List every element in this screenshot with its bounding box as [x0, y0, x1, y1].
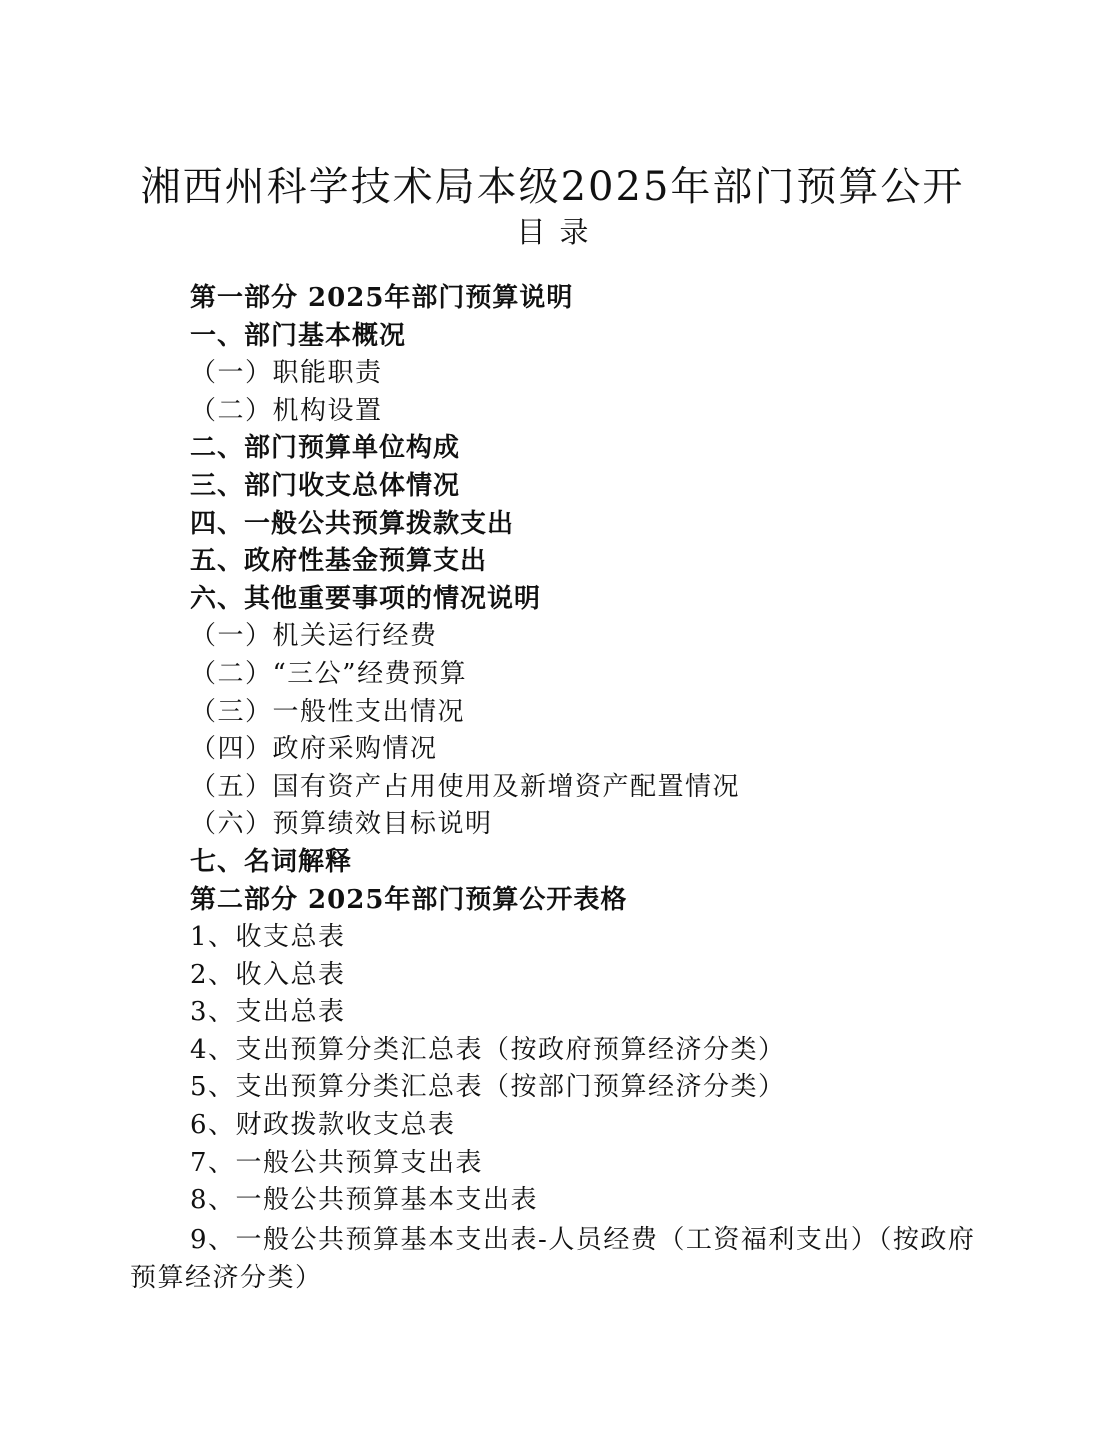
toc-item[interactable]: 一、部门基本概况 [190, 320, 407, 351]
document-title: 湘西州科学技术局本级2025年部门预算公开 [140, 163, 965, 210]
toc-item[interactable]: （六）预算绩效目标说明 [190, 809, 493, 840]
toc-item[interactable]: 5、支出预算分类汇总表（按部门预算经济分类） [190, 1072, 786, 1103]
toc-item[interactable]: 三、部门收支总体情况 [190, 470, 461, 501]
toc-item[interactable]: 第二部分 2025年部门预算公开表格 [190, 884, 628, 915]
table-of-contents [190, 280, 1050, 1220]
toc-item[interactable]: 第一部分 2025年部门预算说明 [190, 283, 574, 313]
toc-heading: 目录 [516, 215, 603, 249]
toc-item[interactable]: （四）政府采购情况 [190, 734, 438, 765]
toc-item[interactable]: （三）一般性支出情况 [190, 696, 466, 727]
toc-item[interactable]: 7、一般公共预算支出表 [190, 1147, 484, 1178]
toc-item-wrapped[interactable]: 9、一般公共预算基本支出表-人员经费（工资福利支出）（按政府预算经济分类） [130, 1225, 976, 1293]
toc-item[interactable]: 二、部门预算单位构成 [190, 433, 461, 464]
toc-item[interactable]: 五、政府性基金预算支出 [190, 546, 488, 577]
toc-item[interactable]: 4、支出预算分类汇总表（按政府预算经济分类） [190, 1034, 786, 1065]
toc-item[interactable]: （二）机构设置 [190, 395, 383, 426]
toc-item[interactable]: 3、支出总表 [190, 997, 346, 1028]
toc-item[interactable]: 6、财政拨款收支总表 [190, 1110, 456, 1141]
toc-item[interactable]: 四、一般公共预算拨款支出 [190, 508, 515, 539]
toc-item[interactable]: （一）职能职责 [190, 358, 383, 389]
toc-item[interactable]: （一）机关运行经费 [190, 621, 438, 652]
toc-item[interactable]: （五）国有资产占用使用及新增资产配置情况 [190, 771, 741, 802]
toc-item[interactable]: （二）“三公”经费预算 [190, 658, 468, 689]
toc-item[interactable]: 2、收入总表 [190, 959, 346, 990]
toc-item[interactable]: 六、其他重要事项的情况说明 [190, 583, 542, 614]
toc-item[interactable]: 1、收支总表 [190, 922, 346, 953]
toc-item[interactable]: 8、一般公共预算基本支出表 [190, 1185, 539, 1216]
toc-item[interactable]: 七、名词解释 [190, 846, 353, 877]
